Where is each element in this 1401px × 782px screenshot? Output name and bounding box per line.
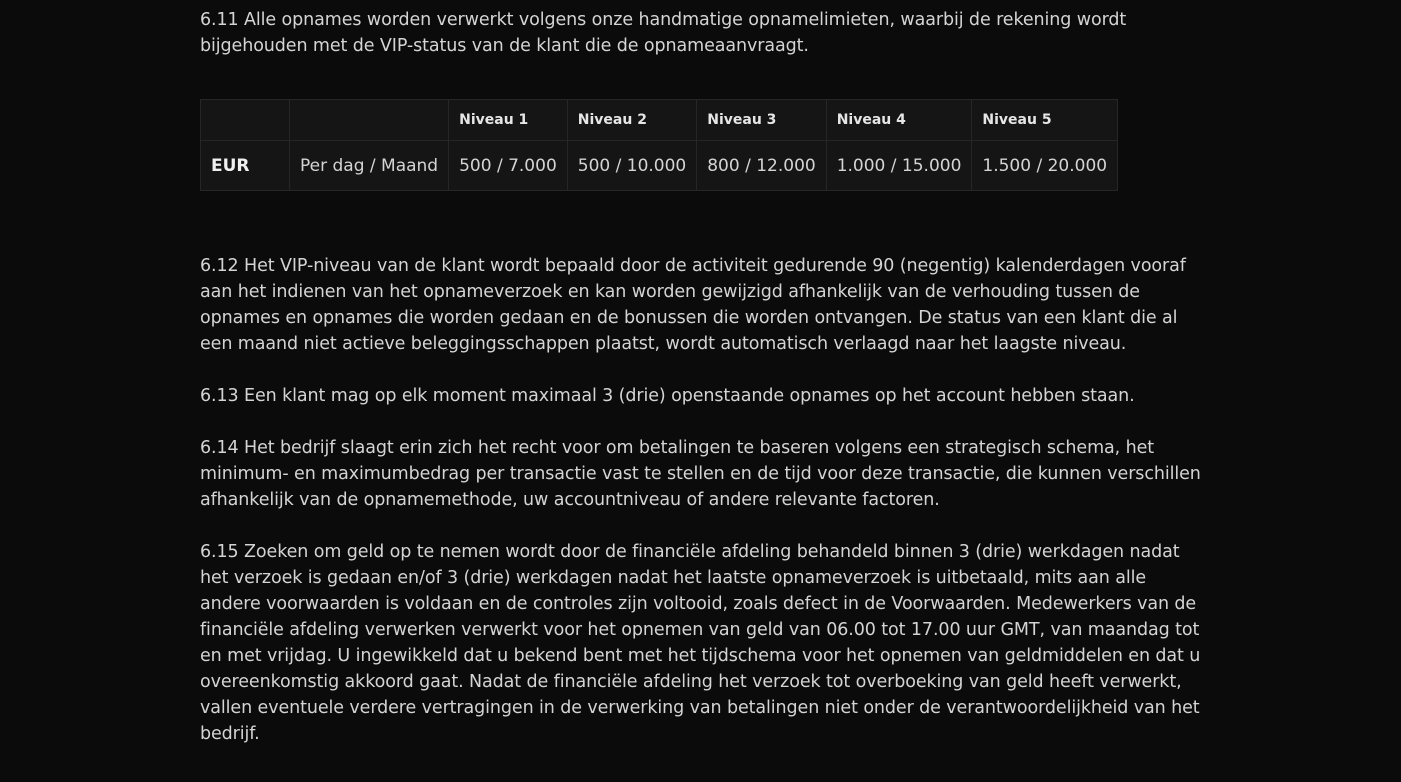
limit-cell-level-4: 1.000 / 15.000: [826, 141, 972, 191]
clause-6-14: 6.14 Het bedrijf slaagt erin zich het recht voor om betalingen te baseren volgens een strategisch schema, het minimum- en maximumbedrag per transactie vast te stellen en de tijd voor deze transactie, die kunnen verschillen afhankelijk van de opnamemethode, uw accountniveau of andere relevante factoren.: [200, 438, 1201, 510]
paragraph-gap: [200, 513, 1210, 539]
currency-cell: EUR: [201, 141, 290, 191]
clause-6-12: 6.12 Het VIP-niveau van de klant wordt bepaald door de activiteit gedurende 90 (negentig) kalenderdagen vooraf aan het indienen van het opnameverzoek en kan worden gewijzigd afhankelijk van de verhouding tussen de opnames en opnames die worden gedaan en de bonussen die worden ontvangen. De status van een klant die al een maand niet actieve beleggingsschappen plaatst, wordt automatisch verlaagd naar het laagste niveau.: [200, 256, 1186, 354]
header-cell-currency: [201, 100, 290, 141]
limit-cell-level-5: 1.500 / 20.000: [972, 141, 1118, 191]
header-cell-period: [290, 100, 449, 141]
limit-cell-level-3: 800 / 12.000: [697, 141, 826, 191]
period-cell: Per dag / Maand: [290, 141, 449, 191]
limit-cell-level-1: 500 / 7.000: [449, 141, 568, 191]
withdrawal-limits-table-wrap: [200, 99, 1210, 191]
header-cell-level-3: Niveau 3: [697, 100, 826, 141]
table-header-row: [201, 100, 1118, 141]
clause-6-13: 6.13 Een klant mag op elk moment maximaal 3 (drie) openstaande opnames op het account hebben staan.: [200, 386, 1135, 406]
header-cell-level-1: Niveau 1: [449, 100, 568, 141]
header-cell-level-5: Niveau 5: [972, 100, 1118, 141]
clause-6-15: 6.15 Zoeken om geld op te nemen wordt door de financiële afdeling behandeld binnen 3 (drie) werkdagen nadat het verzoek is gedaan en/of 3 (drie) werkdagen nadat het laatste opnameverzoek is uitbetaald, mits aan alle andere voorwaarden is voldaan en de controles zijn voltooid, zoals defect in de Voorwaarden. Medewerkers van de financiële afdeling verwerken verwerkt voor het opnemen van geld van 06.00 tot 17.00 uur GMT, van maandag tot en met vrijdag. U ingewikkeld dat u bekend bent met het tijdschema voor het opnemen van geldmiddelen en dat u overeenkomstig akkoord gaat. Nadat de financiële afdeling het verzoek tot overboeking van geld heeft verwerkt, vallen eventuele verdere vertragingen in de verwerking van betalingen niet onder de verantwoordelijkheid van het bedrijf.: [200, 542, 1201, 744]
limit-cell-level-2: 500 / 10.000: [567, 141, 696, 191]
table-row: [201, 141, 1118, 191]
clause-6-11: 6.11 Alle opnames worden verwerkt volgens onze handmatige opnamelimieten, waarbij de rekening wordt bijgehouden met de VIP-status van de klant die de opnameaanvraagt.: [200, 10, 1127, 56]
withdrawal-limits-table: [200, 99, 1118, 191]
terms-content: [200, 7, 1210, 747]
paragraph-gap: [200, 409, 1210, 435]
header-cell-level-2: Niveau 2: [567, 100, 696, 141]
paragraph-gap: [200, 357, 1210, 383]
header-cell-level-4: Niveau 4: [826, 100, 972, 141]
